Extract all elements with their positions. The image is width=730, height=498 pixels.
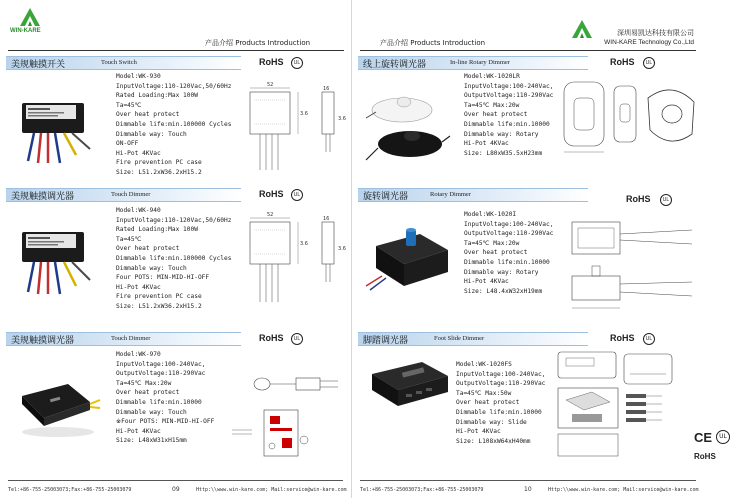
- spec-line: Four POTS: MIN-MID-HI-OFF: [116, 274, 210, 282]
- rohs-mark: RoHS: [626, 194, 651, 204]
- left-footer: [0, 480, 351, 498]
- section-cn-title: 脚踏调光器: [363, 336, 409, 346]
- rohs-mark: RoHS: [259, 189, 284, 199]
- section-cn-title: 美规触摸开关: [11, 60, 66, 70]
- dimension-drawing-wk940: [240, 210, 350, 310]
- header-rule: [8, 50, 344, 51]
- spec-line: Size: L80xW35.5xH23mm: [464, 149, 543, 157]
- page-number: 10: [524, 486, 532, 493]
- header-rule: [360, 50, 696, 51]
- spec-line: Size: L51.2xW36.2xH15.2: [116, 168, 202, 176]
- page-number: 09: [172, 486, 180, 493]
- rohs-mark: RoHS: [610, 57, 635, 67]
- spec-line: Dimmable way: Touch: [116, 130, 187, 138]
- dim-label: 3.6: [338, 246, 346, 252]
- spec-line: Model:WK-930: [116, 73, 161, 80]
- spec-line: Dimmable life:min.100000 Cycles: [116, 120, 232, 128]
- left-page: [0, 0, 352, 498]
- rohs-mark: RoHS: [694, 452, 716, 461]
- dimension-drawing-wk1020i: [564, 212, 700, 322]
- footer-rule: [360, 480, 696, 481]
- spec-line: Dimmable life:min.100000 Cycles: [116, 254, 232, 262]
- specs-wk1020i: [464, 210, 553, 296]
- spec-line: Size: L48.4xW32xH19mm: [464, 287, 543, 295]
- ul-mark-icon: UL: [660, 194, 672, 206]
- footer-web: Http:\\www.win-kare.com; Mail:service@win-kare.com: [196, 487, 347, 493]
- spec-line: Dimmable life:min.10000: [116, 398, 202, 406]
- spec-line: OutputVoltage:110-290Vac: [456, 380, 546, 388]
- dim-label: 52: [267, 212, 274, 218]
- spec-line: Ta=45℃ Max:20w: [464, 101, 520, 109]
- company-en: WIN-KARE Technology Co.,Ltd: [604, 39, 694, 46]
- dim-label: 16: [323, 86, 330, 92]
- spec-line: Model:WK-1020LR: [464, 73, 520, 80]
- spec-line: Fire prevention PC case: [116, 293, 202, 301]
- dimension-drawing-wk1020lr: [560, 76, 700, 156]
- section-cn-title: 美规触摸调光器: [11, 192, 75, 202]
- spec-line: Ta=45℃ Max:50w: [456, 389, 512, 397]
- rohs-mark: RoHS: [610, 333, 635, 343]
- section-en-title: Foot Slide Dimmer: [434, 335, 485, 342]
- spec-line: Ta=45℃: [116, 235, 142, 243]
- spec-line: Over heat protect: [116, 111, 180, 119]
- header-title: 产品介绍 Products Introduction: [380, 39, 486, 47]
- product-photo-wk940: [14, 222, 100, 300]
- spec-line: InputVoltage:100-240Vac,: [464, 220, 554, 228]
- footer-contact: Tel:+86-755-25003073;Fax:+86-755-25003079: [360, 487, 484, 493]
- spec-line: Dimmable life:min.10000: [456, 408, 542, 416]
- product-photo-wk1020fs: [366, 356, 452, 412]
- section-header-touch-dimmer-940: [6, 188, 346, 202]
- ul-mark-icon: UL: [291, 189, 303, 201]
- specs-wk970: [116, 350, 214, 446]
- product-photo-wk970: [10, 372, 102, 442]
- spec-line: Dimmable life:min.10000: [464, 258, 550, 266]
- ce-mark: CE: [694, 430, 713, 445]
- spec-line: Hi-Pot 4KVac: [116, 149, 161, 157]
- spec-line: InputVoltage:100-240Vac,: [456, 370, 546, 378]
- ul-mark-icon: UL: [291, 333, 303, 345]
- ul-mark-icon: UL: [291, 57, 303, 69]
- spec-line: Ta=45℃ Max:20w: [464, 239, 520, 247]
- spec-line: Over heat protect: [464, 249, 528, 257]
- section-en-title: Rotary Dimmer: [430, 191, 471, 198]
- spec-line: ※Four POTS: MIN-MID-HI-OFF: [116, 418, 215, 426]
- rohs-mark: RoHS: [259, 333, 284, 343]
- specs-wk930: [116, 72, 231, 178]
- spec-line: ON-OFF: [116, 140, 139, 148]
- spec-line: Ta=45℃: [116, 101, 142, 109]
- section-en-title: Touch Dimmer: [111, 335, 151, 342]
- header-title: 产品介绍 Products Introduction: [205, 39, 311, 47]
- dimension-drawing-wk1020fs: [552, 344, 698, 462]
- spec-line: InputVoltage:110-120Vac,50/60Hz: [116, 216, 232, 224]
- section-header-inline-rotary: [358, 56, 698, 70]
- spec-line: Dimmable way: Touch: [116, 264, 187, 272]
- spec-line: OutputVoltage:110-290Vac: [464, 230, 554, 238]
- spec-line: Fire prevention PC case: [116, 159, 202, 167]
- spec-line: Hi-Pot 4KVac: [116, 427, 161, 435]
- circuit-drawing-wk970: [226, 370, 346, 468]
- product-photo-wk930: [14, 95, 100, 167]
- section-cn-title: 美规触摸调光器: [11, 336, 75, 346]
- spec-line: Model:WK-1020FS: [456, 361, 512, 368]
- spec-line: Rated Loading:Max 100W: [116, 226, 198, 234]
- company-cn: 深圳易凯达科技有限公司: [617, 29, 694, 37]
- right-footer: [352, 480, 704, 498]
- spec-line: Model:WK-970: [116, 351, 161, 358]
- spec-line: Rated Loading:Max 100W: [116, 92, 198, 100]
- specs-wk940: [116, 206, 231, 312]
- spec-line: InputVoltage:100-240Vac,: [116, 360, 206, 368]
- section-header-rotary-dimmer: [358, 188, 698, 202]
- specs-wk1020fs: [456, 360, 545, 446]
- spec-line: Over heat protect: [456, 399, 520, 407]
- specs-wk1020lr: [464, 72, 553, 158]
- rohs-mark: RoHS: [259, 57, 284, 67]
- ul-mark-icon: UL: [643, 333, 655, 345]
- dim-label: 52: [267, 82, 274, 88]
- spec-line: Dimmable way: Rotary: [464, 268, 539, 276]
- spec-line: Hi-Pot 4KVac: [464, 278, 509, 286]
- company-name: [604, 28, 694, 48]
- spec-line: Hi-Pot 4KVac: [456, 428, 501, 436]
- product-photo-wk1020lr: [362, 80, 450, 170]
- spec-line: Hi-Pot 4KVac: [464, 140, 509, 148]
- spec-line: Dimmable life:min.10000: [464, 120, 550, 128]
- footer-contact: Tel:+86-755-25003073;Fax:+86-755-25003079: [8, 487, 132, 493]
- section-en-title: Touch Switch: [101, 59, 137, 66]
- product-photo-wk1020i: [362, 216, 454, 296]
- footer-rule: [8, 480, 343, 481]
- footer-web: Http:\\www.win-kare.com; Mail:service@win-kare.com: [548, 487, 699, 493]
- spec-line: Dimmable way: Touch: [116, 408, 187, 416]
- spec-line: Size: L48xW31xH15mm: [116, 437, 187, 445]
- spec-line: Model:WK-1020I: [464, 211, 517, 218]
- spec-line: Hi-Pot 4KVac: [116, 283, 161, 291]
- dim-label: 3.6: [300, 111, 308, 117]
- leaf-logo-icon: [18, 6, 42, 28]
- spec-line: Over heat protect: [116, 389, 180, 397]
- dimension-drawing-wk930: [240, 80, 350, 180]
- ul-mark-icon: UL: [643, 57, 655, 69]
- spec-line: Ta=45℃ Max:20w: [116, 379, 172, 387]
- section-cn-title: 旋转调光器: [363, 192, 409, 202]
- spec-line: OutputVoltage:110-290Vac: [116, 370, 206, 378]
- dim-label: 16: [323, 216, 330, 222]
- spec-line: Dimmable way: Rotary: [464, 130, 539, 138]
- spec-line: Over heat protect: [116, 245, 180, 253]
- right-page: [352, 0, 727, 498]
- section-en-title: In-line Rotary Dimmer: [450, 59, 510, 66]
- spec-line: Dimmable way: Slide: [456, 418, 527, 426]
- spec-line: Model:WK-940: [116, 207, 161, 214]
- section-header-touch-dimmer-970: [6, 332, 346, 346]
- section-en-title: Touch Dimmer: [111, 191, 151, 198]
- spec-line: Size: L108xW64xH40mm: [456, 437, 531, 445]
- ul-mark-icon: UL: [716, 430, 730, 444]
- leaf-logo-icon: [570, 18, 594, 40]
- section-header-touch-switch: [6, 56, 346, 70]
- spec-line: Over heat protect: [464, 111, 528, 119]
- dim-label: 3.6: [338, 116, 346, 122]
- logo-text: WIN-KARE: [10, 28, 41, 34]
- spec-line: InputVoltage:110-120Vac,50/60Hz: [116, 82, 232, 90]
- spec-line: OutputVoltage:110-290Vac: [464, 92, 554, 100]
- section-cn-title: 线上旋转调光器: [363, 60, 427, 70]
- dim-label: 3.6: [300, 241, 308, 247]
- spec-line: InputVoltage:100-240Vac,: [464, 82, 554, 90]
- spec-line: Size: L51.2xW36.2xH15.2: [116, 302, 202, 310]
